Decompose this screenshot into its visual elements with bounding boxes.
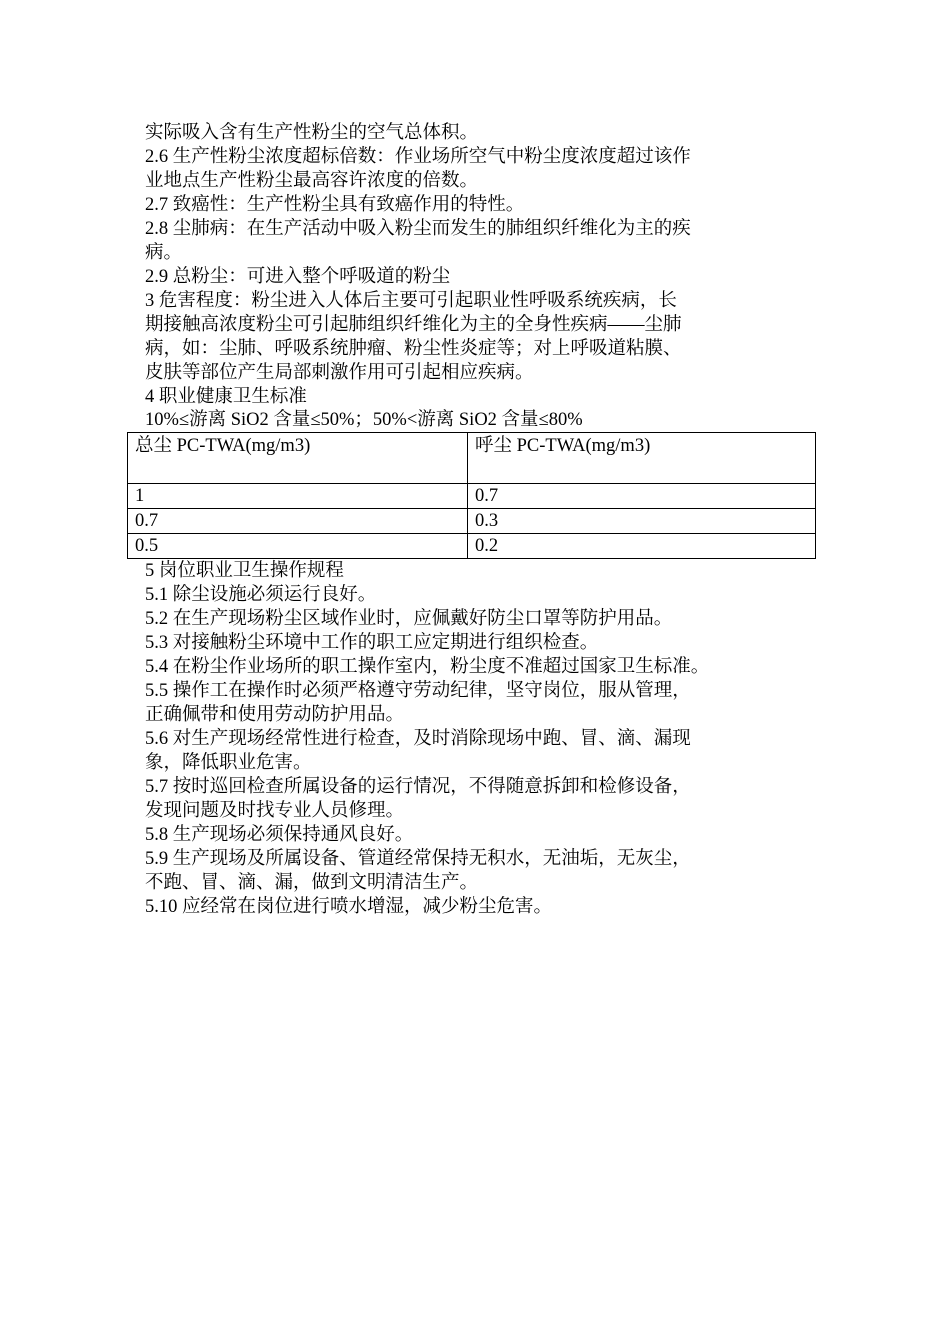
- table-cell: 0.7: [128, 509, 468, 534]
- section-heading: 4 职业健康卫生标准: [145, 387, 307, 407]
- paragraph-line: 5.9 生产现场及所属设备、管道经常保持无积水，无油垢，无灰尘，: [145, 849, 691, 869]
- paragraph-line: 2.6 生产性粉尘浓度超标倍数：作业场所空气中粉尘度浓度超过该作: [145, 147, 691, 167]
- paragraph-line: 5.2 在生产现场粉尘区域作业时，应佩戴好防尘口罩等防护用品。: [145, 609, 673, 629]
- paragraph-line: 5.1 除尘设施必须运行良好。: [145, 585, 377, 605]
- paragraph-line: 期接触高浓度粉尘可引起肺组织纤维化为主的全身性疾病——尘肺: [145, 315, 682, 335]
- paragraph-line: 2.8 尘肺病：在生产活动中吸入粉尘而发生的肺组织纤维化为主的疾: [145, 219, 691, 239]
- paragraph-line: 5.4 在粉尘作业场所的职工操作室内，粉尘度不准超过国家卫生标准。: [145, 657, 710, 677]
- paragraph-line: 5.8 生产现场必须保持通风良好。: [145, 825, 414, 845]
- paragraph-line: 2.7 致癌性：生产性粉尘具有致癌作用的特性。: [145, 195, 525, 215]
- table-cell: 0.3: [468, 509, 816, 534]
- section-heading: 5 岗位职业卫生操作规程: [145, 561, 344, 581]
- procedures-section: [145, 559, 825, 919]
- paragraph-line: 正确佩带和使用劳动防护用品。: [145, 705, 405, 725]
- paragraph-line: 5.7 按时巡回检查所属设备的运行情况，不得随意拆卸和检修设备，: [145, 777, 691, 797]
- paragraph-line: 2.9 总粉尘：可进入整个呼吸道的粉尘: [145, 267, 451, 287]
- paragraph-line: 象，降低职业危害。: [145, 753, 312, 773]
- paragraph-line: 5.5 操作工在操作时必须严格遵守劳动纪律，坚守岗位，服从管理，: [145, 681, 691, 701]
- paragraph-line: 发现问题及时找专业人员修理。: [145, 801, 405, 821]
- table-cell: 0.2: [468, 534, 816, 559]
- paragraph-line: 3 危害程度：粉尘进入人体后主要可引起职业性呼吸系统疾病，长: [145, 291, 677, 311]
- table-cell: 1: [128, 484, 468, 509]
- paragraph-line: 病。: [145, 243, 183, 263]
- table-header-cell: 呼尘 PC-TWA(mg/m3): [468, 433, 816, 484]
- paragraph-line: 实际吸入含有生产性粉尘的空气总体积。: [145, 123, 479, 143]
- paragraph-line: 5.3 对接触粉尘环境中工作的职工应定期进行组织检查。: [145, 633, 599, 653]
- table-row: [128, 534, 816, 559]
- sio2-range-line: 10%≤游离 SiO2 含量≤50%；50%<游离 SiO2 含量≤80%: [145, 410, 583, 430]
- table-row: [128, 484, 816, 509]
- paragraph-line: 5.6 对生产现场经常性进行检查，及时消除现场中跑、冒、滴、漏现: [145, 729, 691, 749]
- paragraph-line: 皮肤等部位产生局部刺激作用可引起相应疾病。: [145, 363, 534, 383]
- paragraph-line: 不跑、冒、滴、漏，做到文明清洁生产。: [145, 873, 479, 893]
- table-cell: 0.5: [128, 534, 468, 559]
- paragraph-line: 病，如：尘肺、呼吸系统肿瘤、粉尘性炎症等；对上呼吸道粘膜、: [145, 339, 682, 359]
- intro-section: [145, 121, 825, 432]
- table-header-cell: 总尘 PC-TWA(mg/m3): [128, 433, 468, 484]
- document-page: [135, 121, 825, 919]
- exposure-limit-table: [127, 432, 816, 559]
- paragraph-line: 业地点生产性粉尘最高容许浓度的倍数。: [145, 171, 479, 191]
- paragraph-line: 5.10 应经常在岗位进行喷水增湿，减少粉尘危害。: [145, 897, 553, 917]
- table-row: [128, 509, 816, 534]
- table-cell: 0.7: [468, 484, 816, 509]
- table-header-row: [128, 433, 816, 484]
